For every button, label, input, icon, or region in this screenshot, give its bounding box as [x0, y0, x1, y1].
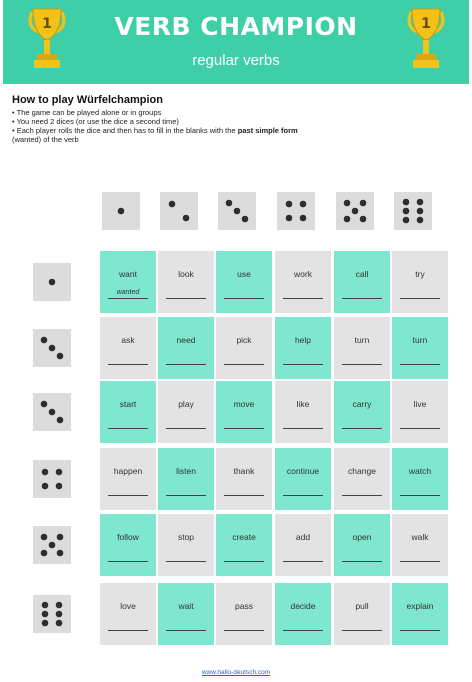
page-subtitle: regular verbs — [192, 52, 280, 69]
verb-cell[interactable] — [334, 514, 390, 576]
die-pip — [417, 217, 424, 224]
page-title: VERB CHAMPION — [114, 12, 358, 41]
die-pip — [41, 550, 48, 557]
verb-cell[interactable] — [275, 448, 331, 510]
die-pip — [56, 483, 63, 490]
answer-blank[interactable] — [400, 561, 440, 562]
verb-label: explain — [406, 601, 434, 611]
answer-blank[interactable] — [166, 298, 206, 299]
die-pip — [41, 337, 48, 344]
die-pip — [42, 483, 49, 490]
die-pip — [242, 216, 249, 223]
die-pip — [403, 199, 410, 206]
verb-cell[interactable] — [275, 514, 331, 576]
die-pip — [49, 345, 56, 352]
verb-label: pass — [235, 601, 253, 611]
verb-label: pick — [236, 335, 252, 345]
column-die-4 — [277, 192, 315, 230]
verb-cell[interactable] — [275, 583, 331, 645]
verb-label: carry — [352, 399, 372, 409]
instruction-emphasis: past simple form — [237, 126, 298, 135]
die-pip — [352, 208, 359, 215]
verb-cell[interactable] — [100, 448, 156, 510]
verb-label: wait — [178, 601, 194, 611]
instruction-text: • Each player rolls the dice and then has to fill in the blanks with the — [12, 126, 236, 135]
verb-cell[interactable] — [334, 251, 390, 313]
verb-cell[interactable] — [334, 381, 390, 443]
die-pip — [42, 602, 49, 609]
die-pip — [234, 208, 241, 215]
die-pip — [183, 215, 190, 222]
die-pip — [118, 208, 125, 215]
die-pip — [57, 550, 64, 557]
verb-cell[interactable] — [100, 381, 156, 443]
die-pip — [403, 217, 410, 224]
answer-blank[interactable] — [224, 428, 264, 429]
verb-cell[interactable] — [392, 448, 448, 510]
answer-blank[interactable] — [342, 495, 382, 496]
verb-label: like — [296, 399, 310, 409]
answer-blank[interactable] — [400, 495, 440, 496]
row-die-6 — [33, 595, 71, 633]
verb-label: watch — [408, 466, 432, 476]
die-pip — [417, 199, 424, 206]
die-pip — [57, 353, 64, 360]
die-pip — [286, 201, 293, 208]
verb-cell[interactable] — [275, 317, 331, 379]
verb-label: add — [295, 532, 311, 542]
verb-cell[interactable] — [334, 583, 390, 645]
verb-cell[interactable] — [100, 583, 156, 645]
verb-cell[interactable] — [275, 251, 331, 313]
verb-cell[interactable] — [158, 381, 214, 443]
die-pip — [42, 620, 49, 627]
column-die-3 — [218, 192, 256, 230]
trophy-icon — [407, 6, 445, 78]
example-answer: wanted — [116, 289, 140, 296]
answer-blank[interactable] — [108, 561, 148, 562]
answer-blank[interactable] — [108, 298, 148, 299]
die-pip — [344, 200, 351, 207]
instruction-line: • You need 2 dices (or use the dice a second time) — [12, 117, 179, 126]
verb-label: follow — [117, 532, 139, 542]
die-pip — [57, 417, 64, 424]
die-pip — [300, 215, 307, 222]
verb-cell[interactable] — [216, 251, 272, 313]
answer-blank[interactable] — [283, 630, 323, 631]
answer-blank[interactable] — [400, 428, 440, 429]
instruction-line: • The game can be played alone or in groups — [12, 108, 162, 117]
answer-blank[interactable] — [224, 495, 264, 496]
answer-blank[interactable] — [342, 364, 382, 365]
die-pip — [41, 401, 48, 408]
verb-cell[interactable] — [216, 381, 272, 443]
verb-cell[interactable] — [392, 583, 448, 645]
verb-cell[interactable] — [158, 583, 214, 645]
verb-label: play — [178, 399, 194, 409]
die-pip — [49, 542, 56, 549]
answer-blank[interactable] — [224, 630, 264, 631]
verb-label: call — [355, 269, 369, 279]
answer-blank[interactable] — [166, 561, 206, 562]
verb-label: open — [352, 532, 372, 542]
verb-cell[interactable] — [158, 251, 214, 313]
die-pip — [300, 201, 307, 208]
verb-label: need — [176, 335, 196, 345]
verb-cell[interactable] — [100, 317, 156, 379]
verb-label: happen — [113, 466, 143, 476]
svg-text:1: 1 — [421, 16, 431, 32]
answer-blank[interactable] — [108, 364, 148, 365]
die-pip — [42, 469, 49, 476]
die-pip — [286, 215, 293, 222]
answer-blank[interactable] — [108, 495, 148, 496]
verb-cell[interactable] — [216, 514, 272, 576]
answer-blank[interactable] — [283, 561, 323, 562]
answer-blank[interactable] — [224, 298, 264, 299]
verb-label: continue — [286, 466, 320, 476]
verb-cell[interactable] — [216, 317, 272, 379]
die-pip — [403, 208, 410, 215]
footer-link[interactable]: www.hallo-deutsch.com — [201, 669, 271, 676]
verb-label: live — [413, 399, 427, 409]
die-pip — [417, 208, 424, 215]
verb-cell[interactable] — [275, 381, 331, 443]
answer-blank[interactable] — [400, 364, 440, 365]
verb-cell[interactable] — [392, 514, 448, 576]
die-pip — [57, 534, 64, 541]
row-die-5 — [33, 526, 71, 564]
column-die-1 — [102, 192, 140, 230]
die-pip — [344, 216, 351, 223]
answer-blank[interactable] — [400, 630, 440, 631]
column-die-5 — [336, 192, 374, 230]
verb-cell[interactable] — [334, 317, 390, 379]
die-pip — [56, 469, 63, 476]
answer-blank[interactable] — [166, 364, 206, 365]
answer-blank[interactable] — [224, 561, 264, 562]
die-pip — [49, 279, 56, 286]
verb-label: walk — [411, 532, 429, 542]
row-die-2 — [33, 329, 71, 367]
row-die-3 — [33, 393, 71, 431]
answer-blank[interactable] — [166, 630, 206, 631]
die-pip — [41, 534, 48, 541]
verb-cell[interactable] — [100, 251, 156, 313]
verb-label: turn — [412, 335, 428, 345]
instructions — [12, 96, 462, 144]
verb-label: want — [119, 269, 137, 279]
verb-label: love — [120, 601, 136, 611]
die-pip — [56, 611, 63, 618]
verb-cell[interactable] — [216, 583, 272, 645]
verb-label: change — [348, 466, 376, 476]
die-pip — [42, 611, 49, 618]
row-die-4 — [33, 460, 71, 498]
verb-label: work — [294, 269, 312, 279]
answer-blank[interactable] — [342, 630, 382, 631]
verb-label: stop — [177, 532, 195, 542]
answer-blank[interactable] — [342, 561, 382, 562]
die-pip — [56, 620, 63, 627]
verb-cell[interactable] — [100, 514, 156, 576]
answer-blank[interactable] — [283, 364, 323, 365]
verb-label: decide — [290, 601, 316, 611]
instruction-line: (wanted) of the verb — [12, 135, 79, 144]
verb-cell[interactable] — [158, 514, 214, 576]
verb-label: move — [233, 399, 255, 409]
answer-blank[interactable] — [342, 298, 382, 299]
answer-blank[interactable] — [166, 495, 206, 496]
verb-label: create — [232, 532, 256, 542]
verb-cell[interactable] — [158, 317, 214, 379]
verb-label: start — [119, 399, 137, 409]
verb-label: help — [294, 335, 312, 345]
verb-label: listen — [176, 466, 196, 476]
verb-label: thank — [233, 466, 255, 476]
die-pip — [169, 201, 176, 208]
verb-label: use — [237, 269, 251, 279]
instruction-line — [12, 126, 462, 135]
verb-cell[interactable] — [392, 317, 448, 379]
die-pip — [360, 200, 367, 207]
verb-label: look — [178, 269, 194, 279]
answer-blank[interactable] — [224, 364, 264, 365]
column-die-6 — [394, 192, 432, 230]
verb-label: try — [415, 269, 425, 279]
answer-blank[interactable] — [342, 428, 382, 429]
header-banner — [3, 0, 469, 84]
verb-cell[interactable] — [216, 448, 272, 510]
answer-blank[interactable] — [283, 428, 323, 429]
answer-blank[interactable] — [166, 428, 206, 429]
die-pip — [49, 409, 56, 416]
answer-blank[interactable] — [400, 298, 440, 299]
answer-blank[interactable] — [108, 630, 148, 631]
answer-blank[interactable] — [283, 495, 323, 496]
verb-cell[interactable] — [158, 448, 214, 510]
verb-label: pull — [355, 601, 369, 611]
answer-blank[interactable] — [283, 298, 323, 299]
instructions-title: How to play Würfelchampion — [12, 94, 163, 106]
verb-label: ask — [121, 335, 135, 345]
column-die-2 — [160, 192, 198, 230]
verb-cell[interactable] — [334, 448, 390, 510]
die-pip — [56, 602, 63, 609]
answer-blank[interactable] — [108, 428, 148, 429]
die-pip — [226, 200, 233, 207]
svg-text:1: 1 — [42, 16, 52, 32]
row-die-1 — [33, 263, 71, 301]
die-pip — [360, 216, 367, 223]
verb-cell[interactable] — [392, 381, 448, 443]
verb-label: turn — [354, 335, 370, 345]
verb-cell[interactable] — [392, 251, 448, 313]
